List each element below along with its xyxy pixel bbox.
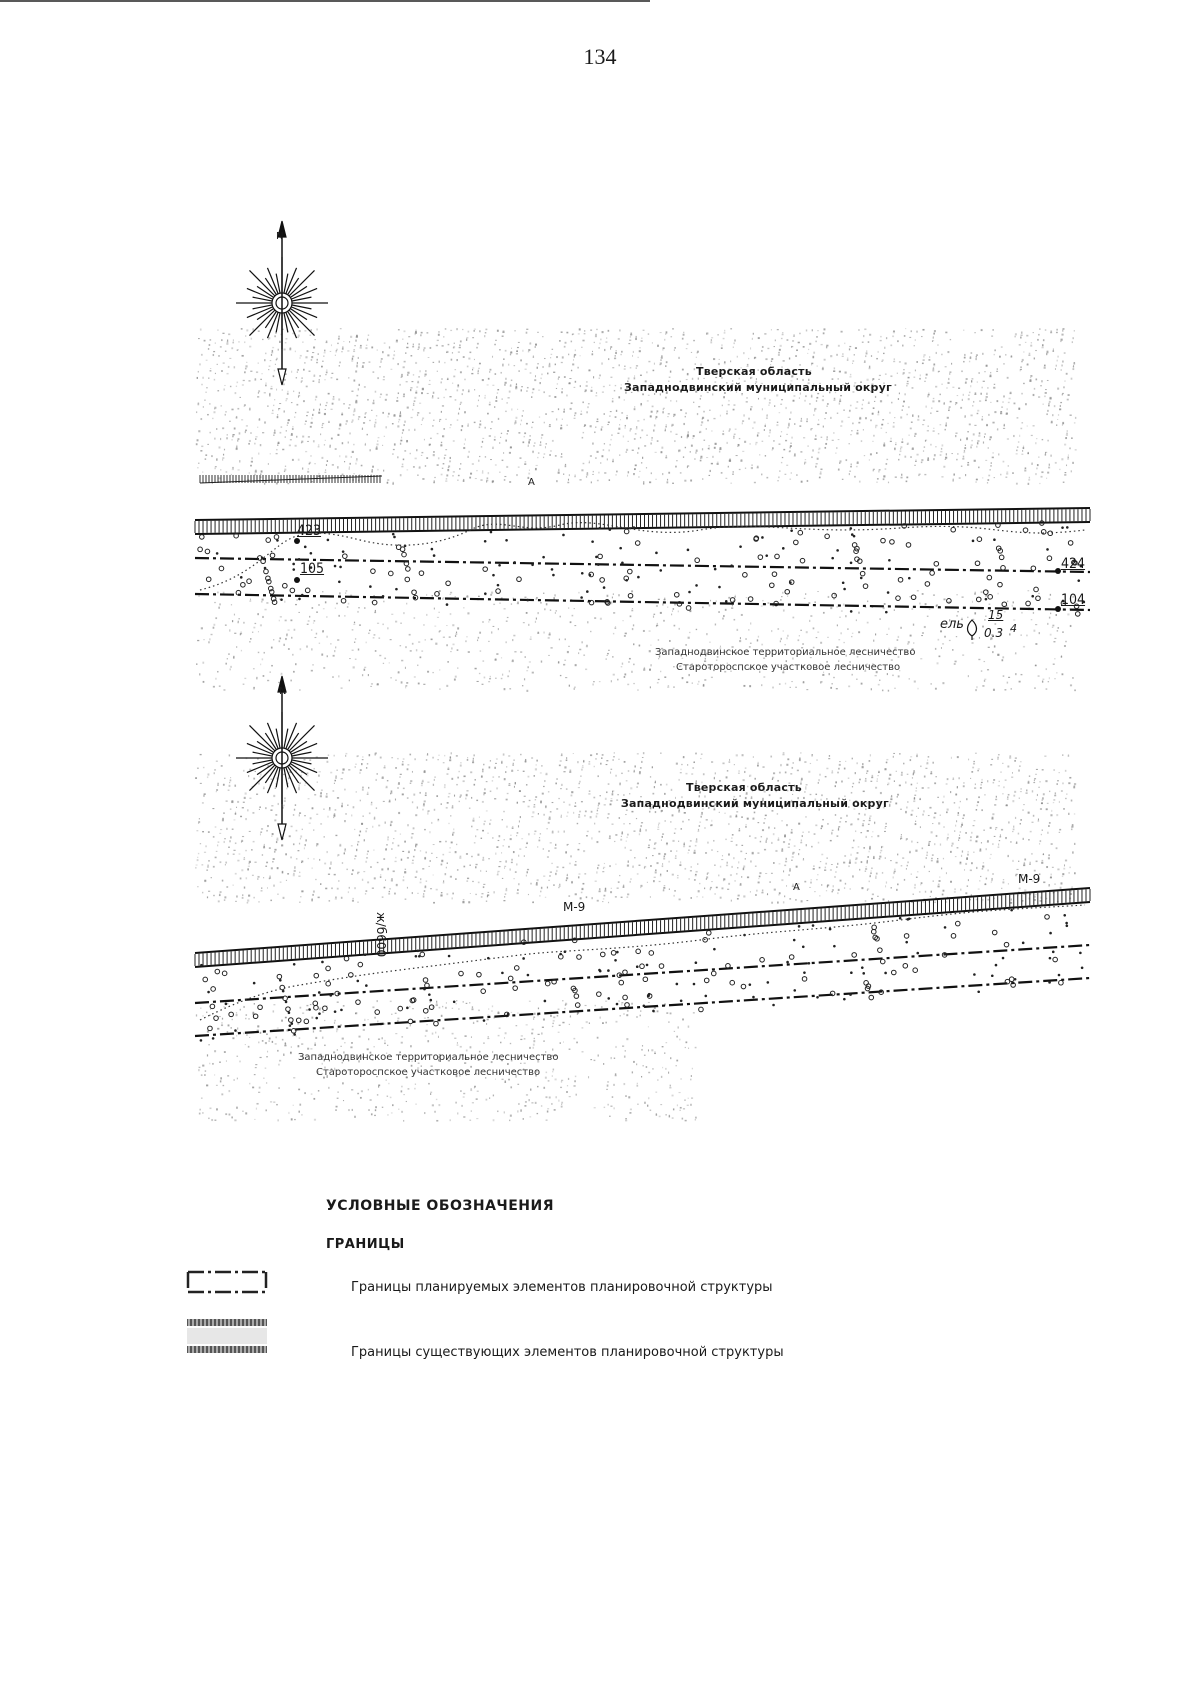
road-label-m9-left: М-9 <box>563 900 586 914</box>
legend-item-label: Границы существующих элементов планировочной структуры <box>351 1345 784 1360</box>
compass-rose-bottom <box>236 676 328 840</box>
road-label-m9-right: М-9 <box>1018 872 1041 886</box>
tree-numerator: 15 <box>988 608 1004 622</box>
boundary-point-423: 423 <box>297 523 322 539</box>
dash-dot-boundary-icon <box>186 1270 268 1294</box>
boundary-point-marker <box>294 577 300 583</box>
legend-item-label: Границы планируемых элементов планировочной структуры <box>351 1280 773 1295</box>
region-label-top: Тверская область <box>696 365 812 378</box>
speckle-top-south <box>196 590 1076 692</box>
page-number: 134 <box>583 44 617 69</box>
tree-suffix: 4 <box>1010 622 1017 635</box>
region-label-bottom: Тверская область <box>686 781 802 794</box>
boundary-point-105: 105 <box>300 561 325 577</box>
tree-denominator: 0.3 <box>984 626 1004 640</box>
hatched-boundary-icon <box>186 1318 268 1354</box>
forest-edge-bottom <box>200 905 1085 1020</box>
existing-strip-top <box>200 475 382 483</box>
forestry-label-top: Западнодвинское территориальное лесничество <box>655 647 916 658</box>
compass-rose-top <box>236 221 328 385</box>
road-marker-top: А <box>528 477 535 488</box>
speckle-top-north <box>196 328 1077 485</box>
compass-north-label-bottom: N <box>279 686 287 697</box>
planned-boundary-bottom-2 <box>195 978 1090 1036</box>
forestry-label-bottom: Западнодвинское территориальное лесничество <box>298 1052 559 1063</box>
tree-species-label: ель <box>940 617 964 632</box>
forestry-sublabel-bottom: Старотороспское участковое лесничество <box>316 1067 541 1078</box>
rail-label: ж/б600 <box>374 912 388 958</box>
planned-boundary-top-1 <box>195 558 1090 572</box>
legend-section-title: ГРАНИЦЫ <box>326 1237 405 1252</box>
planned-boundary-top-2 <box>195 594 1090 610</box>
compass-north-label-top: N <box>276 231 284 242</box>
forestry-sublabel-top: Старотороспское участковое лесничество <box>676 662 901 673</box>
road-marker-bottom: А <box>793 882 800 893</box>
district-label-bottom: Западнодвинский муниципальный округ <box>621 797 889 810</box>
tree-icon <box>968 620 977 640</box>
district-label-top: Западнодвинский муниципальный округ <box>624 381 892 394</box>
boundary-point-104: 104 <box>1061 592 1086 608</box>
boundary-point-424: 424 <box>1061 556 1086 572</box>
legend-title: УСЛОВНЫЕ ОБОЗНАЧЕНИЯ <box>326 1198 554 1214</box>
forest-symbols-bottom <box>200 909 1084 1042</box>
speckle-bottom-north <box>195 752 1076 904</box>
road-bottom <box>195 888 1090 967</box>
planned-boundary-bottom-1 <box>195 945 1090 1003</box>
forest-symbols-top <box>198 521 1085 616</box>
